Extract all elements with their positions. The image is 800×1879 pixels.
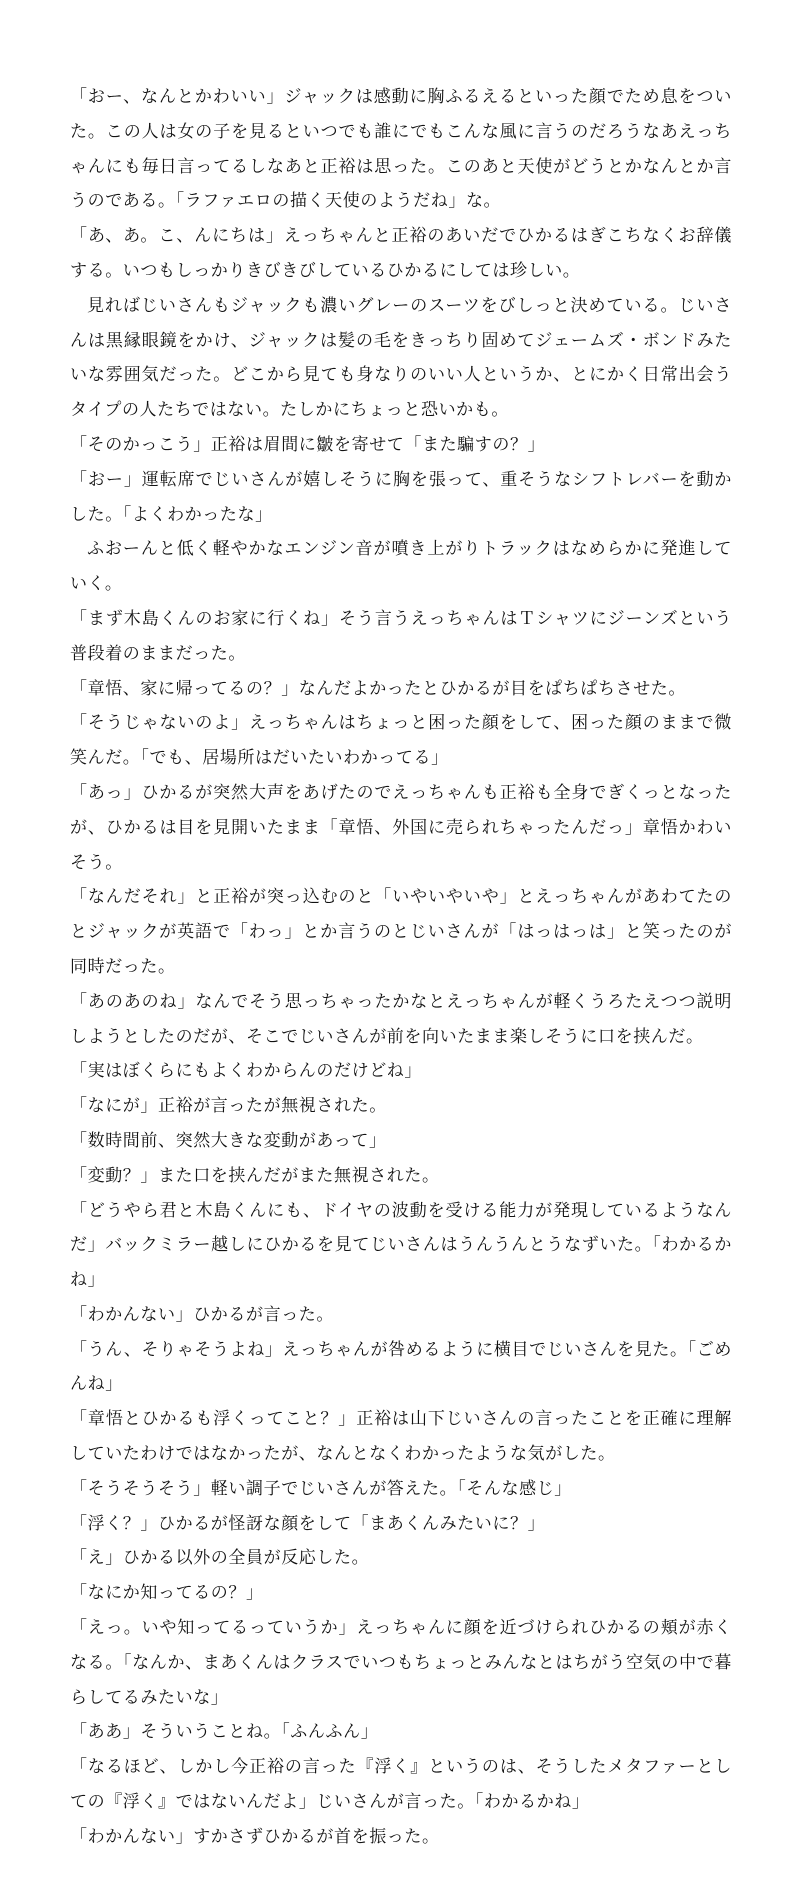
paragraph: 「章悟とひかるも浮くってこと？」正裕は山下じいさんの言ったことを正確に理解していたわけではなかったが、なんとなくわかったような気がした。 — [70, 1409, 732, 1465]
paragraph: 「実はぼくらにもよくわからんのだけどね」 — [70, 1061, 422, 1082]
paragraph: 「章悟、家に帰ってるの？」なんだよかったとひかるが目をぱちぱちさせた。 — [70, 678, 686, 699]
paragraph: 「ああ」そういうことね。「ふんふん」 — [70, 1722, 379, 1743]
paragraph: 見ればじいさんもジャックも濃いグレーのスーツをびしっと決めている。じいさんは黒縁眼鏡をかけ、ジャックは髪の毛をきっちり固めてジェームズ・ボンドみたいな雰囲気だった。どこから見ても身なりのいい人というか、とにかく日常出会うタイプの人たちではない。たしかにちょっと恐いかも。 — [70, 295, 732, 421]
paragraph: 「なんだそれ」と正裕が突っ込むのと「いやいやいや」とえっちゃんがあわてたのとジャックが英語で「わっ」とか言うのとじいさんが「はっはっは」と笑ったのが同時だった。 — [70, 887, 732, 977]
paragraph: 「数時間前、突然大きな変動があって」 — [70, 1130, 387, 1151]
paragraph: 「あ、あ。こ、んにちは」えっちゃんと正裕のあいだでひかるはぎこちなくお辞儀する。いつもしっかりきびきびしているひかるにしては珍しい。 — [70, 226, 732, 281]
paragraph: 「そのかっこう」正裕は眉間に皺を寄せて「また騙すの？」 — [70, 434, 546, 455]
paragraph: 「おー、なんとかわいい」ジャックは感動に胸ふるえるといった顔でため息をついた。この人は女の子を見るといつでも誰にでもこんな風に言うのだろうなあえっちゃんにも毎日言ってるしなあと正裕は思った。このあと天使がどうとかなんとか言うのである。「ラファエロの描く天使のようだね」な。 — [70, 87, 732, 212]
paragraph: 「なにか知ってるの？」 — [70, 1583, 264, 1604]
paragraph: 「あのあのね」なんでそう思っちゃったかなとえっちゃんが軽くうろたえつつ説明しようとしたのだが、そこでじいさんが前を向いたまま楽しそうに口を挟んだ。 — [70, 991, 732, 1047]
paragraph: 「まず木島くんのお家に行くね」そう言うえっちゃんはＴシャツにジーンズという普段着のままだった。 — [70, 608, 732, 664]
paragraph: 「そうじゃないのよ」えっちゃんはちょっと困った顔をして、困った顔のままで微笑んだ。「でも、居場所はだいたいわかってる」 — [70, 713, 732, 769]
paragraph: 「あっ」ひかるが突然大声をあげたのでえっちゃんも正裕も全身でぎくっとなったが、ひかるは目を見開いたまま「章悟、外国に売られちゃったんだっ」章悟かわいそう。 — [70, 782, 732, 873]
paragraph: 「浮く？」ひかるが怪訝な顔をして「まあくんみたいに？」 — [70, 1513, 546, 1534]
paragraph: 「変動？」また口を挟んだがまた無視された。 — [70, 1165, 440, 1186]
paragraph: 「おー」運転席でじいさんが嬉しそうに胸を張って、重そうなシフトレバーを動かした。「よくわかったな」 — [70, 469, 732, 525]
paragraph: 「なるほど、しかし今正裕の言った『浮く』というのは、そうしたメタファーとしての『浮く』ではないんだよ」じいさんが言った。「わかるかね」 — [70, 1757, 732, 1813]
paragraph: ふおーんと低く軽やかなエンジン音が噴き上がりトラックはなめらかに発進していく。 — [70, 539, 732, 595]
paragraph: 「うん、そりゃそうよね」えっちゃんが咎めるように横目でじいさんを見た。「ごめんね」 — [70, 1339, 732, 1395]
paragraph: 「どうやら君と木島くんにも、ドイヤの波動を受ける能力が発現しているようなんだ」バックミラー越しにひかるを見てじいさんはうんうんとうなずいた。「わかるかね」 — [70, 1200, 732, 1291]
paragraph: 「わかんない」ひかるが言った。 — [70, 1304, 334, 1325]
paragraph: 「そうそうそう」軽い調子でじいさんが答えた。「そんな感じ」 — [70, 1478, 572, 1499]
paragraph: 「え」ひかる以外の全員が反応した。 — [70, 1548, 370, 1569]
paragraph: 「わかんない」すかさずひかるが首を振った。 — [70, 1826, 440, 1847]
paragraph: 「なにが」正裕が言ったが無視された。 — [70, 1096, 387, 1117]
paragraph: 「えっ。いや知ってるっていうか」えっちゃんに顔を近づけられひかるの頬が赤くなる。「なんか、まあくんはクラスでいつもちょっとみんなとはちがう空気の中で暮らしてるみたいな」 — [70, 1618, 732, 1708]
